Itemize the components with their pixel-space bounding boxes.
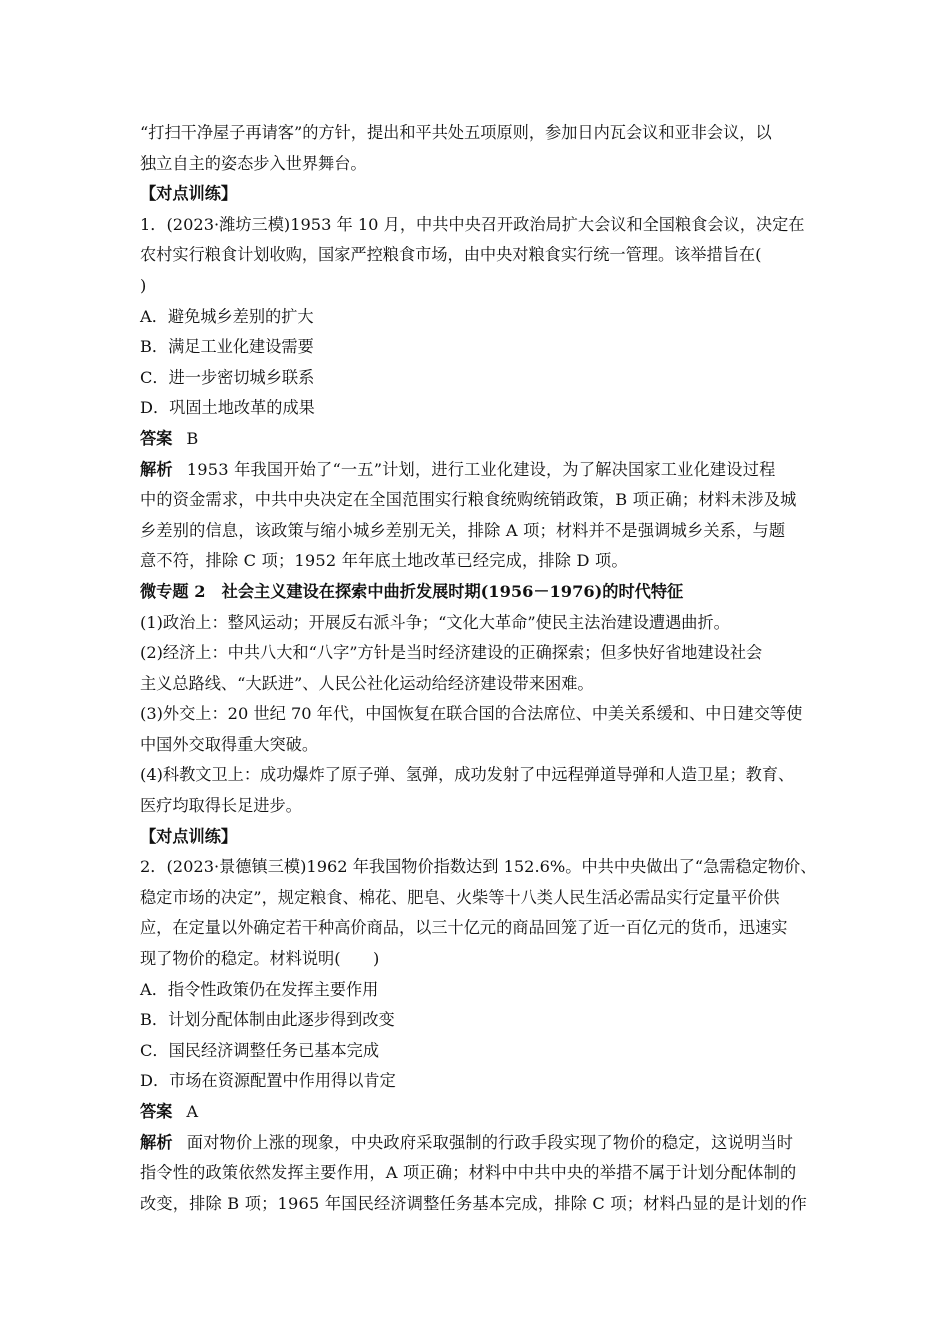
answer-label: 答案 bbox=[140, 1102, 173, 1121]
analysis-1-line-3: 乡差别的信息，该政策与缩小城乡差别无关，排除 A 项；材料并不是强调城乡关系，与题 bbox=[140, 520, 786, 540]
intro-line-2: 独立自主的姿态步入世界舞台。 bbox=[140, 153, 367, 173]
topic2-point-3-line-2: 中国外交取得重大突破。 bbox=[140, 734, 319, 754]
intro-paragraph bbox=[140, 118, 820, 179]
analysis-1-line-1: 1953 年我国开始了“一五”计划，进行工业化建设，为了解决国家工业化建设过程 bbox=[186, 459, 776, 479]
analysis-2-line-1: 面对物价上涨的现象，中央政府采取强制的行政手段实现了物价的稳定，这说明当时 bbox=[186, 1132, 794, 1152]
answer-label: 答案 bbox=[140, 428, 173, 448]
analysis-2-line-3: 改变，排除 B 项；1965 年国民经济调整任务基本完成，排除 C 项；材料凸显的是计划的作 bbox=[140, 1193, 807, 1213]
question-1-line-1: 1．(2023·潍坊三模)1953 年 10 月，中共中央召开政治局扩大会议和全国粮食会议，决定在 bbox=[140, 214, 805, 234]
option-c: C．进一步密切城乡联系 bbox=[140, 367, 315, 387]
intro-line-1: “打扫干净屋子再请客”的方针，提出和平共处五项原则，参加日内瓦会议和亚非会议，以 bbox=[140, 123, 772, 142]
analysis-1 bbox=[140, 455, 820, 577]
topic2-point-4-line-2: 医疗均取得长足进步。 bbox=[140, 796, 302, 816]
question-1-line-3: ) bbox=[140, 275, 147, 295]
question-2-line-2: 稳定市场的决定”，规定粮食、棉花、肥皂、火柴等十八类人民生活必需品实行定量平价供 bbox=[140, 887, 780, 907]
option-b: B．计划分配体制由此逐步得到改变 bbox=[140, 1010, 395, 1030]
topic2-point-4-line-1: (4)科教文卫上：成功爆炸了原子弹、氢弹，成功发射了中远程弹道导弹和人造卫星；教育、 bbox=[140, 765, 795, 785]
answer-1 bbox=[140, 424, 820, 455]
analysis-1-line-2: 中的资金需求，中共中央决定在全国范围实行粮食统购统销政策，B 项正确；材料未涉及城 bbox=[140, 490, 797, 510]
topic2-point-3 bbox=[140, 699, 820, 760]
option-a: A．指令性政策仍在发挥主要作用 bbox=[140, 979, 379, 999]
topic2-point-4 bbox=[140, 760, 820, 821]
option-d: D．巩固土地改革的成果 bbox=[140, 398, 315, 418]
topic2-point-2-line-1: (2)经济上：中共八大和“八字”方针是当时经济建设的正确探索；但多快好省地建设社会 bbox=[140, 643, 763, 663]
question-1 bbox=[140, 210, 820, 302]
question-1-options bbox=[140, 302, 820, 424]
topic2-point-1 bbox=[140, 608, 820, 639]
analysis-2 bbox=[140, 1128, 820, 1220]
topic2-point-2-line-2: 主义总路线、“大跃进”、人民公社化运动给经济建设带来困难。 bbox=[140, 673, 594, 693]
topic2-point-3-line-1: (3)外交上：20 世纪 70 年代，中国恢复在联合国的合法席位、中美关系缓和、中日建交等使 bbox=[140, 704, 803, 724]
option-b: B．满足工业化建设需要 bbox=[140, 337, 314, 357]
answer-value: A bbox=[186, 1102, 199, 1121]
topic2-title: 微专题 2 社会主义建设在探索中曲折发展时期(1956－1976)的时代特征 bbox=[140, 581, 684, 601]
topic2-point-1-line-1: (1)政治上：整风运动；开展反右派斗争；“文化大革命”使民主法治建设遭遇曲折。 bbox=[140, 612, 730, 632]
analysis-label: 解析 bbox=[140, 1132, 173, 1152]
question-2-line-4: 现了物价的稳定。材料说明( ) bbox=[140, 949, 380, 969]
question-2-line-1: 2．(2023·景德镇三模)1962 年我国物价指数达到 152.6%。中共中央做出了“急需稳定物价、 bbox=[140, 857, 817, 877]
option-c: C．国民经济调整任务已基本完成 bbox=[140, 1040, 380, 1060]
section2-heading: 【对点训练】 bbox=[140, 826, 238, 846]
section1-heading: 【对点训练】 bbox=[140, 184, 238, 204]
analysis-line bbox=[140, 1128, 820, 1159]
question-2 bbox=[140, 852, 820, 974]
analysis-1-line-4: 意不符，排除 C 项；1952 年年底土地改革已经完成，排除 D 项。 bbox=[140, 551, 628, 571]
option-d: D．市场在资源配置中作用得以肯定 bbox=[140, 1071, 396, 1091]
answer-2 bbox=[140, 1097, 820, 1128]
analysis-label: 解析 bbox=[140, 459, 173, 479]
document-content bbox=[140, 118, 820, 1219]
topic2-point-2 bbox=[140, 638, 820, 699]
question-2-options bbox=[140, 975, 820, 1097]
question-2-line-3: 应，在定量以外确定若干种高价商品，以三十亿元的商品回笼了近一百亿元的货币，迅速实 bbox=[140, 918, 788, 938]
question-1-line-2: 农村实行粮食计划收购，国家严控粮食市场，由中央对粮食实行统一管理。该举措旨在( bbox=[140, 245, 762, 265]
answer-value: B bbox=[186, 428, 199, 448]
analysis-line bbox=[140, 455, 820, 486]
option-a: A．避免城乡差别的扩大 bbox=[140, 306, 314, 326]
analysis-2-line-2: 指令性的政策依然发挥主要作用，A 项正确；材料中中共中央的举措不属于计划分配体制的 bbox=[140, 1163, 797, 1183]
